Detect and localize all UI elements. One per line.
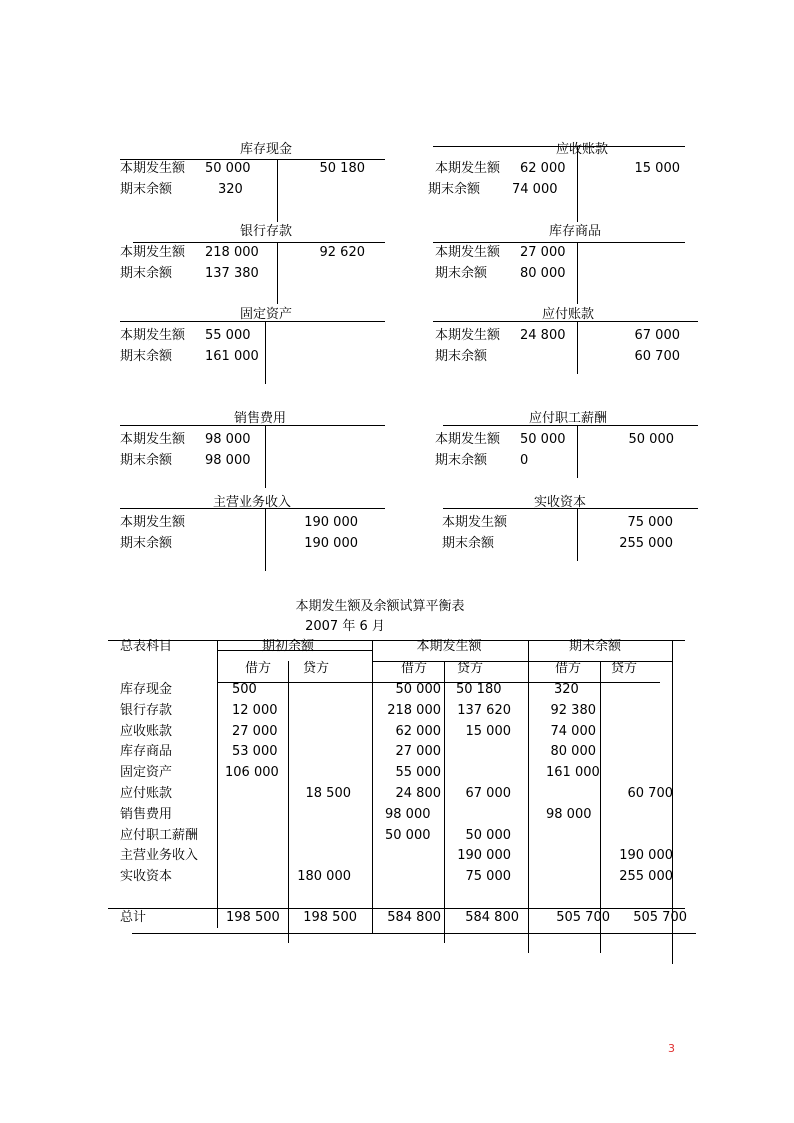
t-account-credit: 67 000	[634, 328, 680, 343]
rule-line	[265, 321, 266, 384]
t-account-credit: 190 000	[304, 536, 358, 551]
t-account-debit: 320	[218, 182, 243, 197]
t-account-title: 应付职工薪酬	[528, 411, 608, 426]
table-total-cell: 505 700	[556, 910, 610, 925]
table-cell: 98 000	[385, 807, 431, 822]
table-cell: 180 000	[297, 869, 351, 884]
rule-line	[433, 321, 698, 322]
t-account-debit: 27 000	[520, 245, 566, 260]
t-account-row-label: 本期发生额	[435, 161, 501, 176]
rule-line	[577, 242, 578, 304]
t-account-row-label: 本期发生额	[120, 515, 186, 530]
table-account: 应付职工薪酬	[120, 828, 199, 843]
t-account-credit: 15 000	[634, 161, 680, 176]
t-account-title: 库存现金	[239, 142, 293, 157]
table-cell: 75 000	[465, 869, 511, 884]
table-cell: 50 000	[465, 828, 511, 843]
t-account-row-label: 期末余额	[120, 453, 173, 468]
table-title: 本期发生额及余额试算平衡表	[295, 599, 465, 614]
t-account-row-label: 期末余额	[428, 182, 481, 197]
table-total-cell: 198 500	[303, 910, 357, 925]
rule-line	[433, 146, 685, 147]
rule-line	[132, 933, 696, 934]
rule-line	[217, 640, 218, 928]
t-account-title: 银行存款	[239, 224, 293, 239]
rule-line	[277, 242, 278, 304]
table-cell: 18 500	[305, 786, 351, 801]
rule-line	[443, 425, 698, 426]
t-account-debit: 74 000	[512, 182, 558, 197]
table-cell: 190 000	[457, 848, 511, 863]
table-cell: 60 700	[627, 786, 673, 801]
rule-line	[265, 425, 266, 488]
t-account-row-label: 本期发生额	[435, 328, 501, 343]
table-cell: 98 000	[546, 807, 592, 822]
table-cell: 320	[554, 682, 579, 697]
table-cell: 74 000	[550, 724, 596, 739]
rule-line	[108, 640, 685, 641]
t-account-row-label: 本期发生额	[435, 432, 501, 447]
header-credit: 贷方	[610, 661, 638, 676]
header-account: 总表科目	[120, 639, 173, 654]
table-account: 实收资本	[120, 869, 173, 884]
t-account-row-label: 期末余额	[442, 536, 495, 551]
table-cell: 62 000	[395, 724, 441, 739]
t-account-row-label: 本期发生额	[435, 245, 501, 260]
rule-line	[577, 425, 578, 478]
rule-line	[265, 508, 266, 571]
table-cell: 218 000	[387, 703, 441, 718]
t-account-row-label: 本期发生额	[442, 515, 508, 530]
t-account-title: 销售费用	[233, 411, 287, 426]
table-account: 固定资产	[120, 765, 173, 780]
t-account-row-label: 本期发生额	[120, 328, 186, 343]
table-account: 库存商品	[120, 744, 173, 759]
t-account-credit: 75 000	[627, 515, 673, 530]
table-cell: 255 000	[619, 869, 673, 884]
rule-line	[217, 650, 372, 651]
table-total-cell: 505 700	[633, 910, 687, 925]
t-account-row-label: 本期发生额	[120, 161, 186, 176]
rule-line	[577, 508, 578, 561]
t-account-debit: 0	[520, 453, 529, 468]
t-account-credit: 50 180	[319, 161, 365, 176]
header-credit: 贷方	[302, 661, 330, 676]
rule-line	[277, 159, 278, 222]
t-account-debit: 55 000	[205, 328, 251, 343]
t-account-row-label: 期末余额	[120, 266, 173, 281]
rule-line	[528, 640, 529, 953]
table-cell: 53 000	[232, 744, 278, 759]
rule-line	[577, 146, 578, 222]
table-account: 库存现金	[120, 682, 173, 697]
t-account-title: 应付账款	[541, 307, 595, 322]
table-total-cell: 198 500	[226, 910, 280, 925]
table-account: 应付账款	[120, 786, 173, 801]
header-group: 期末余额	[568, 639, 622, 654]
rule-line	[120, 425, 385, 426]
table-cell: 190 000	[619, 848, 673, 863]
rule-line	[288, 661, 289, 943]
table-cell: 161 000	[546, 765, 600, 780]
table-account: 销售费用	[120, 807, 173, 822]
t-account-row-label: 期末余额	[120, 349, 173, 364]
t-account-row-label: 期末余额	[120, 536, 173, 551]
rule-line	[120, 508, 385, 509]
t-account-debit: 98 000	[205, 432, 251, 447]
table-cell: 106 000	[225, 765, 279, 780]
page-number: 3	[668, 1042, 675, 1055]
rule-line	[444, 661, 445, 943]
table-cell: 50 000	[395, 682, 441, 697]
table-total-cell: 584 800	[465, 910, 519, 925]
table-cell: 55 000	[395, 765, 441, 780]
table-cell: 92 380	[550, 703, 596, 718]
rule-line	[120, 321, 385, 322]
table-cell: 50 000	[385, 828, 431, 843]
t-account-credit: 92 620	[319, 245, 365, 260]
t-account-credit: 50 000	[628, 432, 674, 447]
t-account-credit: 60 700	[634, 349, 680, 364]
rule-line	[120, 159, 385, 160]
t-account-row-label: 本期发生额	[120, 245, 186, 260]
table-total-label: 总计	[120, 910, 147, 925]
t-account-debit: 80 000	[520, 266, 566, 281]
t-account-row-label: 期末余额	[435, 266, 488, 281]
table-cell: 27 000	[232, 724, 278, 739]
t-account-credit: 255 000	[619, 536, 673, 551]
t-account-row-label: 期末余额	[435, 349, 488, 364]
table-account: 主营业务收入	[120, 848, 199, 863]
rule-line	[372, 661, 672, 662]
table-total-cell: 584 800	[387, 910, 441, 925]
table-cell: 80 000	[550, 744, 596, 759]
t-account-title: 应收账款	[555, 142, 609, 157]
t-account-title: 实收资本	[533, 495, 587, 510]
table-account: 应收账款	[120, 724, 173, 739]
header-debit: 借方	[244, 661, 272, 676]
table-subtitle: 2007 年 6 月	[305, 619, 385, 634]
rule-line	[443, 508, 698, 509]
header-debit: 借方	[554, 661, 582, 676]
t-account-debit: 50 000	[205, 161, 251, 176]
rule-line	[577, 321, 578, 374]
table-cell: 15 000	[465, 724, 511, 739]
table-cell: 24 800	[395, 786, 441, 801]
header-debit: 借方	[400, 661, 428, 676]
t-account-title: 主营业务收入	[212, 495, 292, 510]
t-account-title: 库存商品	[548, 224, 602, 239]
table-cell: 50 180	[456, 682, 502, 697]
t-account-row-label: 本期发生额	[120, 432, 186, 447]
table-cell: 500	[232, 682, 257, 697]
t-account-debit: 50 000	[520, 432, 566, 447]
rule-line	[133, 242, 385, 243]
t-account-debit: 218 000	[205, 245, 259, 260]
t-account-row-label: 期末余额	[120, 182, 173, 197]
t-account-debit: 62 000	[520, 161, 566, 176]
table-cell: 137 620	[457, 703, 511, 718]
t-account-debit: 98 000	[205, 453, 251, 468]
header-credit: 贷方	[456, 661, 484, 676]
table-cell: 27 000	[395, 744, 441, 759]
t-account-credit: 190 000	[304, 515, 358, 530]
t-account-debit: 24 800	[520, 328, 566, 343]
rule-line	[108, 908, 685, 909]
t-account-debit: 161 000	[205, 349, 259, 364]
t-account-debit: 137 380	[205, 266, 259, 281]
table-account: 银行存款	[120, 703, 173, 718]
table-cell: 67 000	[465, 786, 511, 801]
header-group: 期初余额	[261, 639, 315, 654]
header-group: 本期发生额	[416, 639, 482, 654]
table-cell: 12 000	[232, 703, 278, 718]
t-account-row-label: 期末余额	[435, 453, 488, 468]
rule-line	[433, 242, 685, 243]
t-account-title: 固定资产	[239, 307, 293, 322]
rule-line	[372, 640, 373, 933]
